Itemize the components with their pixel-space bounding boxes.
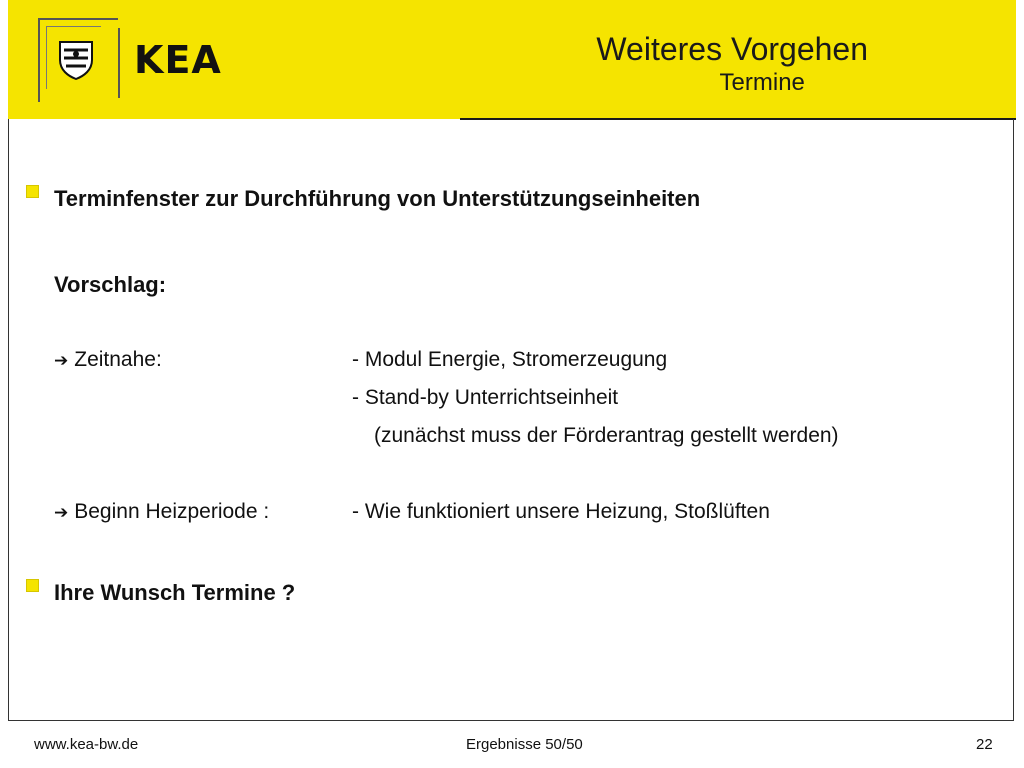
logo-separator: [118, 28, 120, 98]
proposal-label: Vorschlag:: [54, 272, 167, 297]
bullet-square-2: [26, 579, 39, 592]
arrow-right-icon: ➔: [54, 503, 69, 523]
brand-logo-text: KEA: [134, 38, 222, 82]
row1-label: [54, 348, 162, 372]
row1-note: (zunächst muss der Förderantrag gestellt werden): [374, 424, 839, 447]
footer-url[interactable]: www.kea-bw.de: [34, 736, 139, 753]
page-number: 22: [976, 736, 993, 753]
bullet-square-1: [26, 185, 39, 198]
baden-wuerttemberg-crest-icon: [58, 40, 94, 80]
row1-item2: - Stand-by Unterrichtseinheit: [352, 386, 619, 409]
slide-title: [596, 30, 868, 98]
bullet-text-2: Ihre Wunsch Termine ?: [54, 580, 296, 605]
slide-title-main: Weiteres Vorgehen: [596, 31, 868, 67]
row1-item1: - Modul Energie, Stromerzeugung: [352, 348, 668, 371]
row2-item1: - Wie funktioniert unsere Heizung, Stoßlüften: [352, 500, 770, 523]
footer-results: Ergebnisse 50/50: [466, 736, 583, 753]
row1-label-text: Zeitnahe:: [74, 348, 162, 371]
arrow-right-icon: ➔: [54, 351, 69, 371]
row2-label-text: Beginn Heizperiode :: [74, 500, 270, 523]
row2-label: [54, 500, 269, 524]
slide-subtitle: Termine: [719, 69, 805, 96]
bullet-text-1: Terminfenster zur Durchführung von Unterstützungseinheiten: [54, 186, 701, 211]
